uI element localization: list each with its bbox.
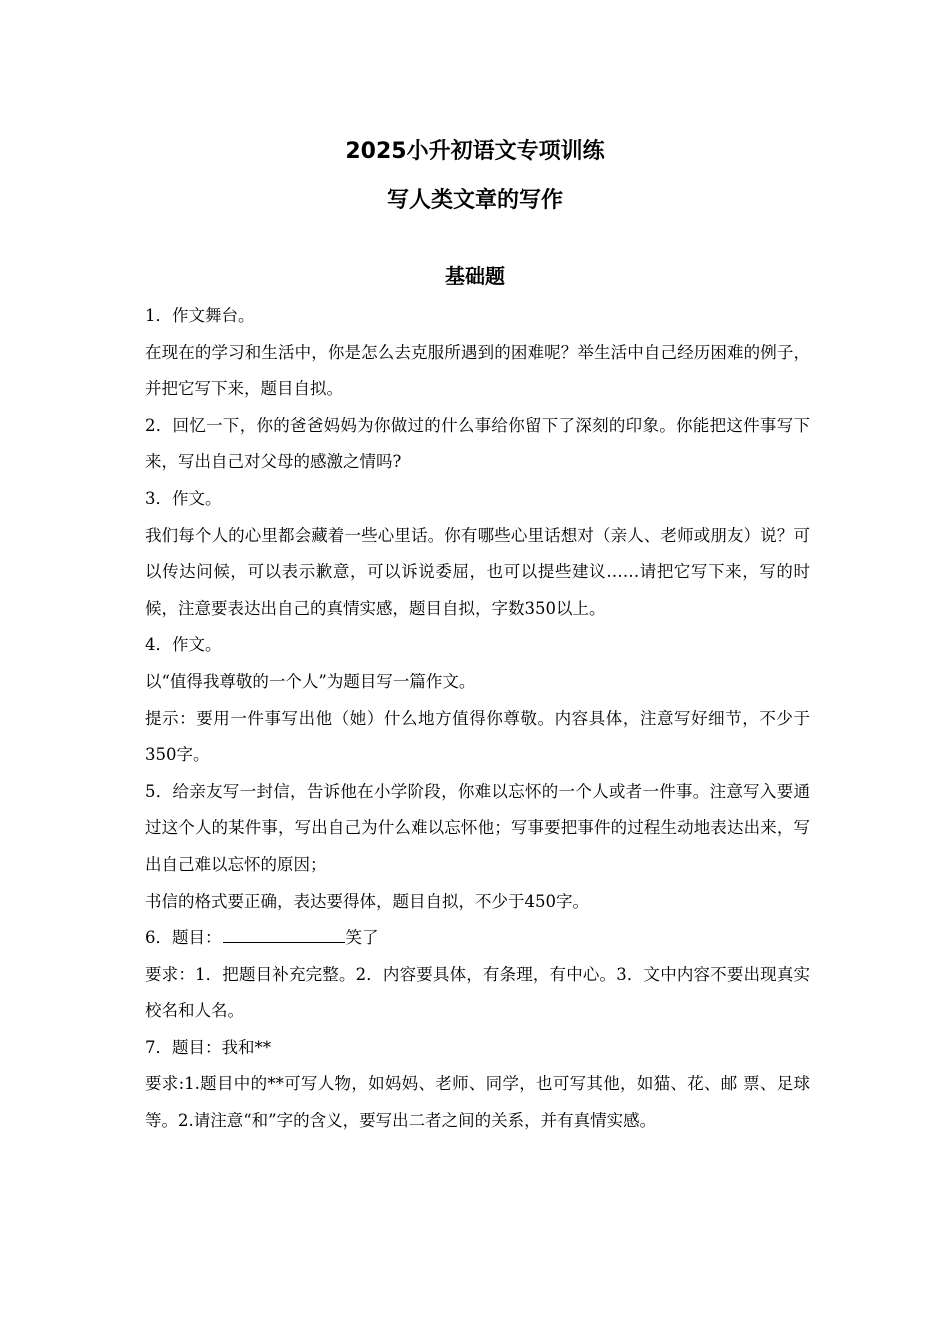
paragraph: 要求：1．把题目补充完整。2．内容要具体，有条理，有中心。3．文中内容不要出现真实校名和人名。: [145, 964, 810, 1021]
paragraph: 5．给亲友写一封信，告诉他在小学阶段，你难以忘怀的一个人或者一件事。注意写入要通过这个人的某件事，写出自己为什么难以忘怀他；写事要把事件的过程生动地表达出来，写出自己难以忘怀的原因；: [145, 781, 810, 874]
paragraph: 书信的格式要正确，表达要得体，题目自拟，不少于450字。: [145, 891, 589, 911]
document-body: [145, 298, 810, 1140]
paragraph: 在现在的学习和生活中，你是怎么去克服所遇到的困难呢？举生活中自己经历困难的例子，并把它写下来，题目自拟。: [145, 342, 810, 399]
paragraph: 要求:1.题目中的**可写人物，如妈妈、老师、同学，也可写其他，如猫、花、邮 票、足球等。2.请注意“和”字的含义，要写出二者之间的关系，并有真情实感。: [145, 1074, 810, 1131]
paragraph: 2．回忆一下，你的爸爸妈妈为你做过的什么事给你留下了深刻的印象。你能把这件事写下来，写出自己对父母的感激之情吗?: [145, 415, 810, 472]
paragraph: 以“值得我尊敬的一个人”为题目写一篇作文。: [145, 671, 476, 691]
paragraph: 4．作文。: [145, 635, 222, 655]
question-6-suffix: 笑了: [345, 928, 379, 948]
document-title: 2025小升初语文专项训练: [345, 139, 605, 164]
paragraph: 7．题目：我和**: [145, 1037, 271, 1057]
question-6-prefix: 6．题目：: [145, 928, 222, 948]
paragraph: 提示：要用一件事写出他（她）什么地方值得你尊敬。内容具体，注意写好细节，不少于350字。: [145, 708, 810, 765]
paragraph: 3．作文。: [145, 488, 222, 508]
question-6: [145, 920, 810, 957]
paragraph: 我们每个人的心里都会藏着一些心里话。你有哪些心里话想对（亲人、老师或朋友）说？可以传达问候，可以表示歉意，可以诉说委屈，也可以提些建议……请把它写下来，写的时候，注意要表达出自己的真情实感，题目自拟，字数350以上。: [145, 525, 810, 618]
document-subtitle: 写人类文章的写作: [386, 188, 563, 213]
fill-in-blank: [223, 924, 345, 943]
paragraph: 1．作文舞台。: [145, 306, 255, 325]
section-heading: 基础题: [445, 264, 505, 288]
